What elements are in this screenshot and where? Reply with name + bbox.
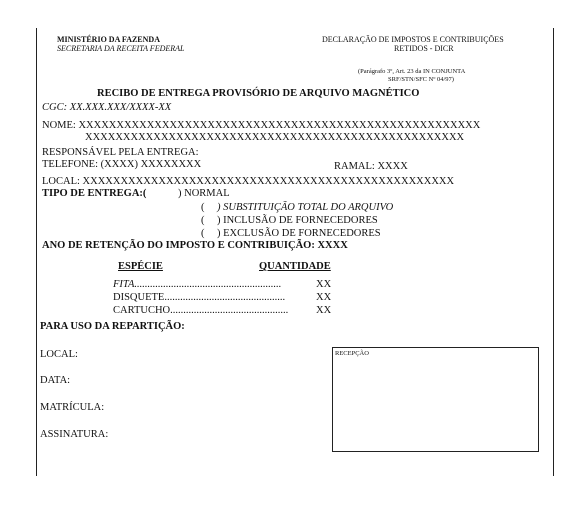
office-matricula-label: MATRÍCULA:	[40, 402, 105, 413]
ministry-name: MINISTÉRIO DA FAZENDA	[57, 35, 160, 44]
nome-field-continued: XXXXXXXXXXXXXXXXXXXXXXXXXXXXXXXXXXXXXXXXXXXXXXXXXX	[85, 132, 465, 143]
responsavel-label: RESPONSÁVEL PELA ENTREGA:	[42, 147, 199, 158]
ano-retencao-field: ANO DE RETENÇÃO DO IMPOSTO E CONTRIBUIÇÃO: XXXX	[42, 240, 348, 251]
office-local-label: LOCAL:	[40, 349, 78, 360]
telefone-field: TELEFONE: (XXXX) XXXXXXXX	[42, 159, 202, 170]
media-row-quantidade: XX	[316, 292, 332, 303]
local-field: LOCAL: XXXXXXXXXXXXXXXXXXXXXXXXXXXXXXXXXXXXXXXXXXXXXXXXX	[42, 176, 455, 187]
quantidade-column-header: QUANTIDADE	[259, 261, 331, 272]
legal-reference-2: SRF/STN/SFC Nº 04/97)	[388, 76, 454, 83]
media-row-especie: FITA........................................................	[113, 279, 282, 290]
nome-field: NOME: XXXXXXXXXXXXXXXXXXXXXXXXXXXXXXXXXXXXXXXXXXXXXXXXXXXXX	[42, 120, 481, 131]
office-use-title: PARA USO DA REPARTIÇÃO:	[40, 321, 185, 332]
legal-reference: (Parágrafo 3º, Art. 23 da IN CONJUNTA	[358, 68, 466, 75]
ramal-field: RAMAL: XXXX	[334, 161, 408, 172]
reception-box	[332, 347, 539, 452]
declaration-subtitle: RETIDOS - DICR	[394, 44, 454, 53]
tipo-entrega-label: TIPO DE ENTREGA:(	[42, 188, 147, 199]
tipo-substituicao-checkbox: (	[201, 202, 205, 213]
receipt-title: RECIBO DE ENTREGA PROVISÓRIO DE ARQUIVO MAGNÉTICO	[97, 88, 420, 99]
tipo-inclusao-checkbox: (	[201, 215, 205, 226]
media-row-especie: DISQUETE..............................................	[113, 292, 286, 303]
tipo-exclusao-checkbox: (	[201, 228, 205, 239]
office-data-label: DATA:	[40, 375, 71, 386]
media-row-quantidade: XX	[316, 305, 332, 316]
office-assinatura-label: ASSINATURA:	[40, 429, 109, 440]
tipo-inclusao-option: ) INCLUSÃO DE FORNECEDORES	[217, 215, 378, 226]
declaration-title: DECLARAÇÃO DE IMPOSTOS E CONTRIBUIÇÕES	[322, 35, 504, 44]
tipo-substituicao-option: ) SUBSTITUIÇÃO TOTAL DO ARQUIVO	[217, 202, 394, 213]
cgc-field: CGC: XX.XXX.XXX/XXXX-XX	[42, 102, 172, 113]
tipo-exclusao-option: ) EXCLUSÃO DE FORNECEDORES	[217, 228, 381, 239]
media-row-especie: CARTUCHO.............................................	[113, 305, 289, 316]
tipo-normal-option: ) NORMAL	[178, 188, 230, 199]
reception-label: RECEPÇÃO	[335, 350, 369, 357]
media-row-quantidade: XX	[316, 279, 332, 290]
secretariat-name: SECRETARIA DA RECEITA FEDERAL	[57, 44, 185, 53]
especie-column-header: ESPÉCIE	[118, 261, 163, 272]
